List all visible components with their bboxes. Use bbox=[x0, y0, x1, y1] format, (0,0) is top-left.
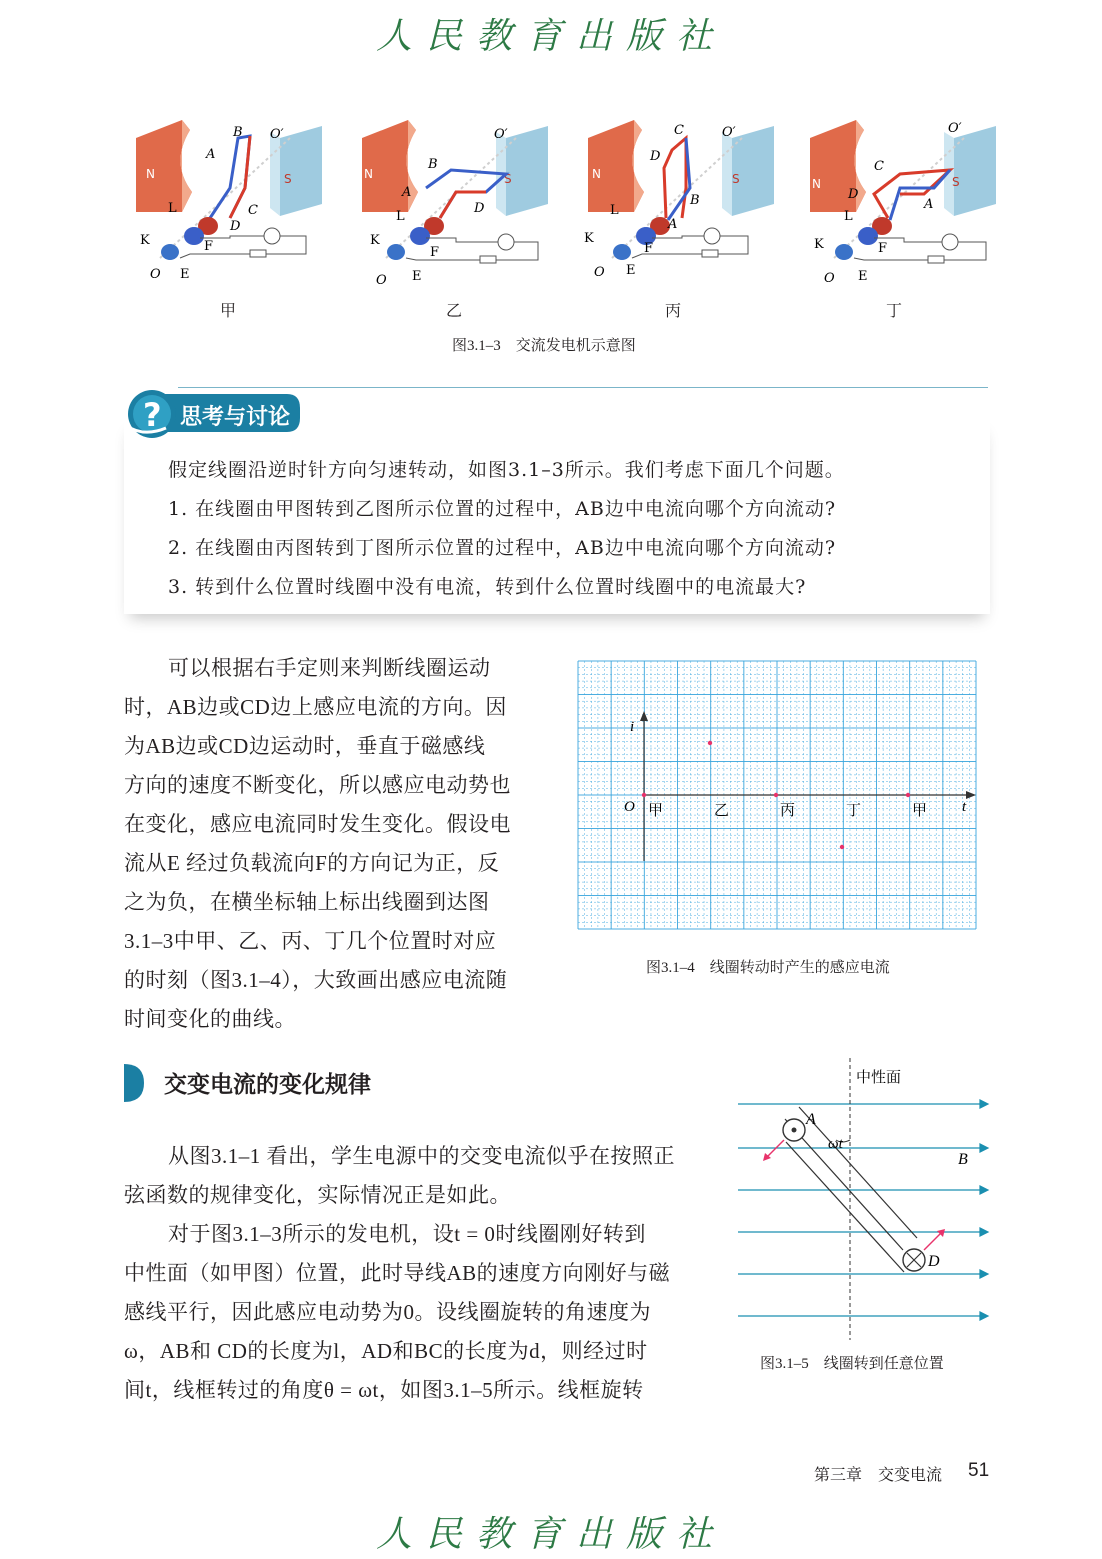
current-time-chart bbox=[578, 661, 976, 929]
section-title: 交变电流的变化规律 bbox=[164, 1072, 371, 1098]
svg-text:F: F bbox=[204, 239, 214, 254]
para2-line: 对于图3.1–3所示的发电机，设t = 0时线圈刚好转到 bbox=[168, 1222, 646, 1246]
svg-text:N: N bbox=[592, 167, 601, 181]
figure-3-1-4-caption: 图3.1–4 线圈转动时产生的感应电流 bbox=[646, 960, 890, 976]
svg-text:E: E bbox=[858, 269, 868, 284]
data-point bbox=[840, 845, 844, 849]
angle-label: ωt bbox=[828, 1136, 843, 1152]
data-point bbox=[906, 793, 910, 797]
para2-line: 从图3.1–1 看出，学生电源中的交变电流似乎在按照正 bbox=[168, 1144, 675, 1168]
x-tick-label: 丁 bbox=[846, 803, 862, 819]
para1-line: 时间变化的曲线。 bbox=[124, 1007, 296, 1031]
data-point bbox=[642, 793, 646, 797]
x-tick-label: 甲 bbox=[648, 803, 664, 819]
publisher-header: 人民教育出版社 bbox=[375, 16, 726, 57]
svg-text:N: N bbox=[364, 167, 373, 181]
svg-text:S: S bbox=[952, 175, 960, 189]
para1-line: 方向的速度不断变化，所以感应电动势也 bbox=[124, 773, 511, 797]
svg-text:D: D bbox=[474, 201, 485, 216]
svg-text:F: F bbox=[430, 245, 440, 260]
svg-text:O: O bbox=[824, 271, 835, 286]
panel-label-jia: 甲 bbox=[220, 301, 237, 320]
label-d: D bbox=[928, 1253, 940, 1270]
para1-line: 可以根据右手定则来判断线圈运动 bbox=[168, 656, 491, 680]
svg-text:A: A bbox=[924, 197, 934, 212]
para2-line: 感线平行，因此感应电动势为0。设线圈旋转的角速度为 bbox=[124, 1300, 651, 1324]
svg-text:C: C bbox=[674, 123, 684, 138]
svg-text:A: A bbox=[402, 185, 412, 200]
svg-text:O: O bbox=[150, 267, 161, 282]
figure-3-1-5-caption: 图3.1–5 线圈转到任意位置 bbox=[760, 1356, 944, 1372]
svg-text:S: S bbox=[284, 172, 292, 186]
svg-text:D: D bbox=[848, 187, 859, 202]
svg-text:L: L bbox=[610, 203, 619, 218]
svg-text:D: D bbox=[230, 219, 241, 234]
panel-label-bing: 丙 bbox=[665, 301, 682, 320]
para2-line: ω，AB和 CD的长度为l，AD和BC的长度为d，则经过时 bbox=[124, 1339, 648, 1363]
svg-text:L: L bbox=[844, 209, 853, 224]
x-tick-label: 丙 bbox=[780, 803, 796, 819]
svg-text:F: F bbox=[878, 241, 888, 256]
section-marker-icon bbox=[124, 1064, 144, 1102]
label-letter: B bbox=[233, 125, 243, 140]
svg-text:O: O bbox=[594, 265, 605, 280]
page-number: 51 bbox=[968, 1460, 990, 1481]
svg-text:A: A bbox=[668, 217, 678, 232]
publisher-footer: 人民教育出版社 bbox=[375, 1514, 726, 1555]
svg-text:S: S bbox=[504, 172, 512, 186]
think-question-1: 1. 在线圈由甲图转到乙图所示位置的过程中，AB边中电流向哪个方向流动? bbox=[168, 498, 837, 520]
question-mark-icon: ? bbox=[143, 396, 162, 434]
para1-line: 流从E 经过负载流向F的方向记为正，反 bbox=[124, 851, 500, 875]
generator-panel-bing bbox=[582, 108, 798, 278]
svg-text:O′: O′ bbox=[494, 127, 508, 142]
generator-panel-yi bbox=[356, 108, 572, 288]
origin-label: O bbox=[624, 799, 635, 815]
para1-line: 时，AB边或CD边上感应电流的方向。因 bbox=[124, 695, 507, 719]
svg-text:S: S bbox=[732, 172, 740, 186]
generator-panel-ding bbox=[804, 108, 1020, 286]
x-axis-label: t bbox=[962, 799, 967, 815]
label-b: B bbox=[958, 1151, 968, 1168]
think-question-2: 2. 在线圈由丙图转到丁图所示位置的过程中，AB边中电流向哪个方向流动? bbox=[168, 537, 837, 559]
para1-line: 之为负，在横坐标轴上标出线圈到达图 bbox=[124, 890, 490, 914]
data-point bbox=[774, 793, 778, 797]
svg-text:B: B bbox=[690, 193, 700, 208]
para2-line: 间t，线框转过的角度θ = ωt，如图3.1–5所示。线框旋转 bbox=[124, 1378, 644, 1402]
svg-text:E: E bbox=[180, 267, 190, 282]
figure-3-1-3-caption: 图3.1–3 交流发电机示意图 bbox=[452, 338, 636, 354]
panel-label-yi: 乙 bbox=[446, 301, 463, 320]
svg-text:K: K bbox=[370, 233, 380, 248]
footer-chapter: 第三章 交变电流 bbox=[814, 1467, 943, 1484]
think-question-3: 3. 转到什么位置时线圈中没有电流，转到什么位置时线圈中的电流最大? bbox=[168, 576, 807, 598]
para1-line: 的时刻（图3.1–4），大致画出感应电流随 bbox=[124, 968, 508, 992]
svg-text:K: K bbox=[814, 237, 824, 252]
para2-line: 弦函数的规律变化，实际情况正是如此。 bbox=[124, 1183, 511, 1207]
para2-line: 中性面（如甲图）位置，此时导线AB的速度方向刚好与磁 bbox=[124, 1261, 671, 1285]
think-title: 思考与讨论 bbox=[180, 405, 291, 430]
svg-text:E: E bbox=[626, 263, 636, 278]
svg-text:C: C bbox=[248, 203, 258, 218]
svg-text:K: K bbox=[584, 231, 594, 246]
generator-panel-jia bbox=[130, 108, 346, 282]
svg-text:O′: O′ bbox=[948, 121, 962, 136]
svg-text:O: O bbox=[376, 273, 387, 288]
coil-arbitrary-position-figure bbox=[730, 1054, 996, 1344]
svg-text:E: E bbox=[412, 269, 422, 284]
y-axis-label: i bbox=[630, 719, 635, 735]
data-point bbox=[708, 741, 712, 745]
para1-line: 3.1–3中甲、乙、丙、丁几个位置时对应 bbox=[124, 929, 497, 953]
label-a: A bbox=[806, 1111, 816, 1128]
svg-text:L: L bbox=[168, 201, 177, 216]
para1-line: 为AB边或CD边运动时，垂直于磁感线 bbox=[124, 734, 486, 758]
svg-text:B: B bbox=[428, 157, 438, 172]
x-tick-label: 甲 bbox=[912, 803, 928, 819]
x-tick-label: 乙 bbox=[714, 803, 730, 819]
panel-label-ding: 丁 bbox=[886, 301, 903, 320]
para1-line: 在变化，感应电流同时发生变化。假设电 bbox=[124, 812, 511, 836]
svg-text:D: D bbox=[650, 149, 661, 164]
svg-text:K: K bbox=[140, 233, 150, 248]
think-line-intro: 假定线圈沿逆时针方向匀速转动，如图3.1–3所示。我们考虑下面几个问题。 bbox=[168, 459, 845, 481]
svg-text:L: L bbox=[396, 209, 405, 224]
svg-text:F: F bbox=[644, 241, 654, 256]
svg-text:O′: O′ bbox=[270, 127, 284, 142]
svg-text:N: N bbox=[146, 167, 155, 181]
neutral-plane-label: 中性面 bbox=[856, 1070, 902, 1086]
svg-text:A: A bbox=[206, 147, 216, 162]
svg-text:O′: O′ bbox=[722, 125, 736, 140]
svg-text:N: N bbox=[812, 177, 821, 191]
svg-text:C: C bbox=[874, 159, 884, 174]
